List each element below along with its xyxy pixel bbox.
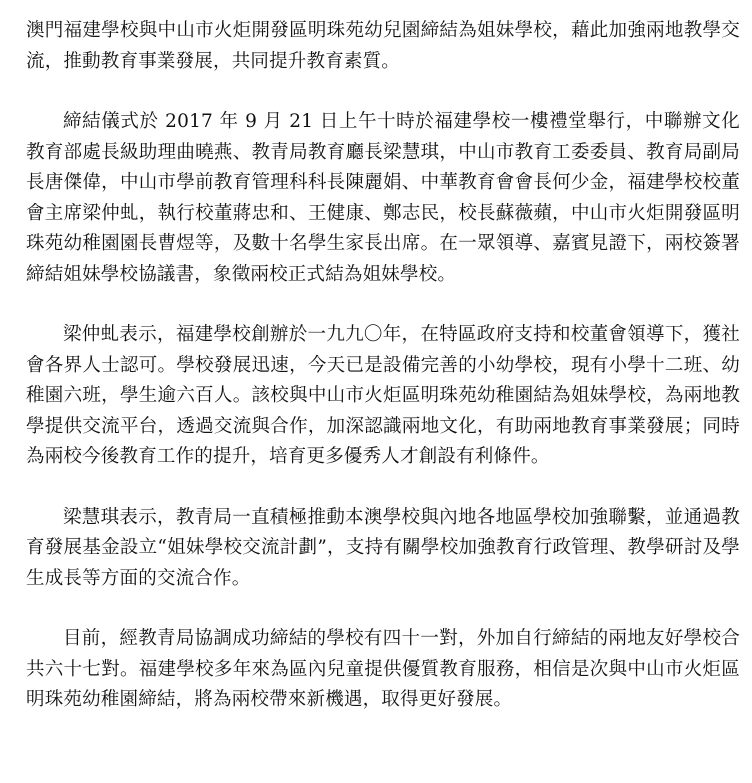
paragraph-ceremony: 締結儀式於 2017 年 9 月 21 日上午十時於福建學校一樓禮堂舉行，中聯辦文化教育部處長級助理曲曉燕、教青局教育廳長梁慧琪，中山市教育工委委員、教育局副局長唐傑偉，中山市學前教育管理科科長陳麗娟、中華教育會會長何少金，福建學校校董會主席梁仲虬，執行校董蔣忠和、王健康、鄭志民，校長蘇薇蘋，中山市火炬開發區明珠苑幼稚園園長曹煜等，及數十名學生家長出席。在一眾領導、嘉賓見證下，兩校簽署締結姐妹學校協議書，象徵兩校正式結為姐妹學校。 bbox=[26, 111, 740, 285]
paragraph-liang-huiqi-remarks: 梁慧琪表示，教青局一直積極推動本澳學校與內地各地區學校加強聯繫，並通過教育發展基金設立“姐妹學校交流計劃”，支持有關學校加強教育行政管理、教學研討及學生成長等方面的交流合作。 bbox=[26, 506, 740, 589]
paragraph-liang-zhongqiu-remarks: 梁仲虬表示，福建學校創辦於一九九〇年，在特區政府支持和校董會領導下，獲社會各界人士認可。學校發展迅速，今天已是設備完善的小幼學校，現有小學十二班、幼稚園六班，學生逾六百人。該校與中山市火炬區明珠苑幼稚園結為姐妹學校，為兩地教學提供交流平台，透過交流與合作，加深認識兩地文化，有助兩地教育事業發展；同時為兩校今後教育工作的提升，培育更多優秀人才創設有利條件。 bbox=[26, 324, 740, 467]
article-body bbox=[26, 16, 740, 716]
paragraph-current-status: 目前，經教青局協調成功締結的學校有四十一對，外加自行締結的兩地友好學校合共六十七對。福建學校多年來為區內兒童提供優質教育服務，相信是次與中山市火炬區明珠苑幼稚園締結，將為兩校帶來新機遇，取得更好發展。 bbox=[26, 628, 740, 710]
paragraph-intro: 澳門福建學校與中山市火炬開發區明珠苑幼兒園締結為姐妹學校，藉此加強兩地教學交流，推動教育事業發展，共同提升教育素質。 bbox=[26, 20, 740, 72]
